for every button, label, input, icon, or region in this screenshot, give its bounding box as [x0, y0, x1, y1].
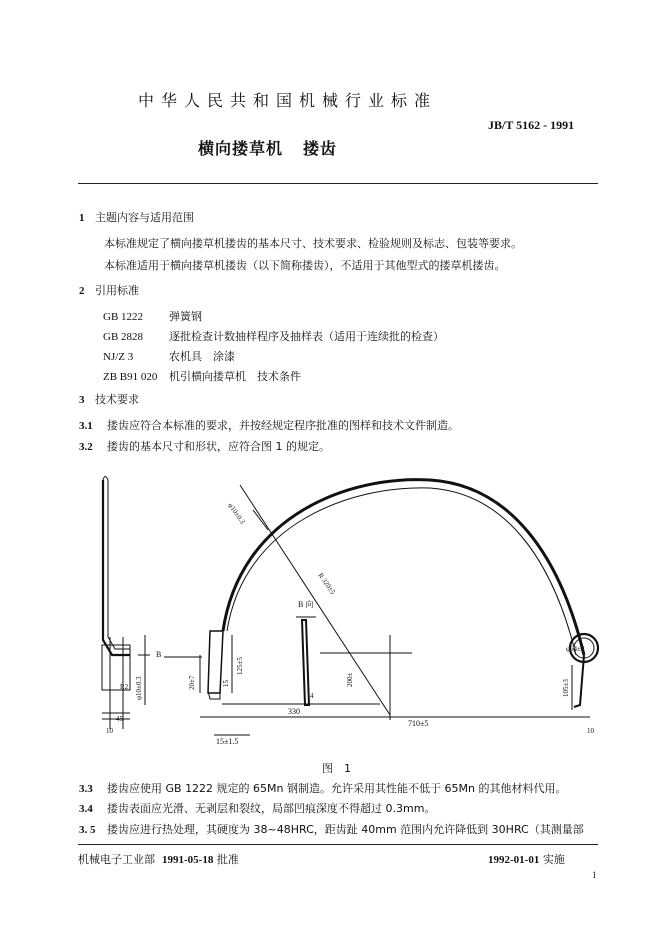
issuing-org-title: 中华人民共和国机械行业标准 — [138, 91, 438, 110]
dim-10-side: 10 — [106, 727, 113, 735]
section-2-heading: 2 引用标准 — [79, 284, 139, 297]
title-main: 横向搂草机 — [198, 139, 284, 158]
footer-rule — [78, 844, 598, 845]
dim-phi10-side: φ10±0.3 — [135, 676, 143, 700]
dim-125: 125±5 — [236, 657, 244, 675]
dim-15: 15 — [222, 680, 230, 687]
dim-64: φ64±2 — [566, 645, 585, 653]
front-view — [200, 480, 590, 735]
section-3-heading: 3 技术要求 — [79, 393, 139, 406]
document-title — [198, 136, 337, 159]
dim-200: 200± — [346, 672, 354, 687]
standard-number: JB/T 5162 - 1991 — [488, 118, 575, 132]
dim-710: 710±5 — [408, 719, 429, 728]
section-1-paragraph: 本标准规定了横向搂草机搂齿的基本尺寸、技术要求、检验规则及标志、包装等要求。 — [104, 237, 522, 250]
clause-3-4: 3.4 搂齿表面应光滑、无剥层和裂纹，局部凹痕深度不得超过 0.3mm。 — [79, 802, 436, 815]
title-sub: 搂齿 — [303, 139, 338, 158]
section-1-heading: 1 主题内容与适用范围 — [79, 211, 194, 224]
clause-3-5: 3. 5 搂齿应进行热处理，其硬度为 38~48HRC，距齿趾 40mm 范围内允许降低到 30HRC（其测量部 — [79, 823, 584, 836]
dim-10-right: 10 — [587, 727, 594, 735]
header-rule — [78, 183, 598, 184]
reference-item: GB 2828 逐批检查计数抽样程序及抽样表（适用于连续批的检查） — [103, 330, 444, 343]
figure-1-rake-tine-drawing — [90, 455, 610, 755]
clause-3-1: 3.1 搂齿应符合本标准的要求，并按经规定程序批准的图样和技术文件制造。 — [79, 419, 459, 432]
section-mark-b: B — [156, 650, 162, 659]
dim-330: 330 — [288, 707, 300, 716]
page-number: 1 — [592, 870, 597, 880]
dim-r320: R 320±5 — [316, 571, 337, 597]
dim-45: 45 — [116, 715, 123, 723]
clause-3-3: 3.3 搂齿应使用 GB 1222 规定的 65Mn 钢制造。允许采用其性能不低于 65Mn 的其他材料代用。 — [79, 782, 567, 795]
footer-effective: 1992-01-01 实施 — [488, 853, 565, 866]
dim-105: 105±3 — [562, 679, 570, 697]
dim-phi10: φ10±0.3 — [226, 501, 247, 526]
dim-r-side: R2 — [120, 683, 129, 691]
dim-20: 20±7 — [188, 675, 196, 690]
view-b-label: B 向 — [298, 600, 314, 609]
reference-item: GB 1222 弹簧钢 — [103, 310, 202, 323]
figure-caption: 图 1 — [322, 762, 351, 775]
dim-4: 4 — [310, 692, 314, 700]
footer-issuer: 机械电子工业部 1991-05-18 批准 — [78, 853, 239, 866]
section-1-paragraph: 本标准适用于横向搂草机搂齿（以下简称搂齿），不适用于其他型式的搂草机搂齿。 — [104, 259, 506, 272]
dim-15-tol: 15±1.5 — [216, 737, 239, 746]
reference-item: ZB B91 020 机引横向搂草机 技术条件 — [103, 370, 301, 383]
clause-3-2: 3.2 搂齿的基本尺寸和形状，应符合图 1 的规定。 — [79, 440, 330, 453]
reference-item: NJ/Z 3 农机具 涂漆 — [103, 350, 235, 363]
